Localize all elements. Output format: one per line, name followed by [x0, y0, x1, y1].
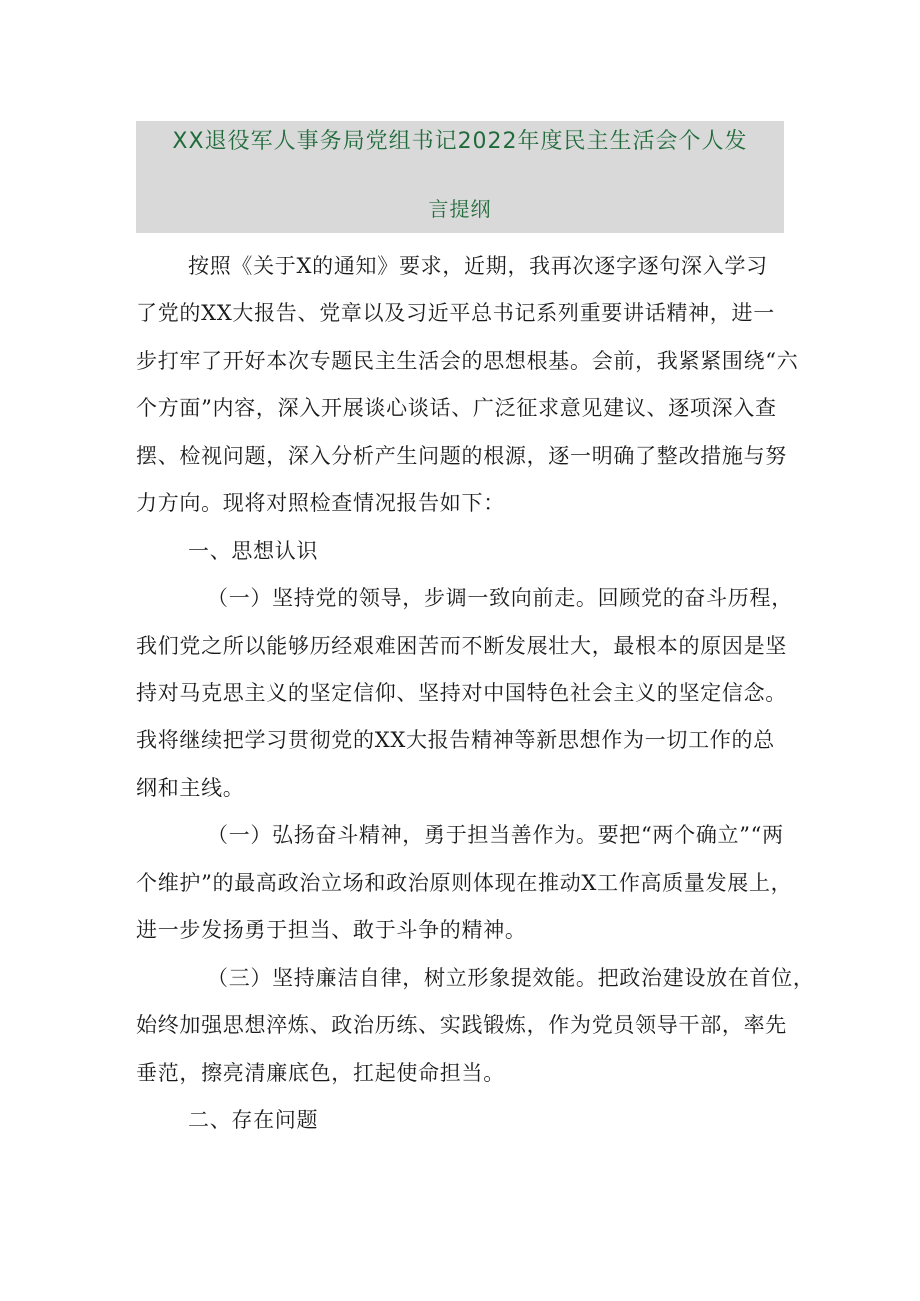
body-line: 进一步发扬勇于担当、敢于斗争的精神。	[136, 918, 527, 942]
section-heading: 二、存在问题	[188, 1108, 319, 1132]
body-line: 持对马克思主义的坚定信仰、坚持对中国特色社会主义的坚定信念。	[136, 681, 787, 705]
body-line: 个维护”的最高政治立场和政治原则体现在推动X工作高质量发展上，	[136, 871, 793, 895]
body-line: 个方面”内容，深入开展谈心谈话、广泛征求意见建议、逐项深入查	[136, 396, 777, 420]
body-line: 我们党之所以能够历经艰难困苦而不断发展壮大，最根本的原因是坚	[136, 634, 787, 658]
body-line: 了党的XX大报告、党章以及习近平总书记系列重要讲话精神，进一	[136, 301, 775, 325]
body-line: 始终加强思想淬炼、政治历练、实践锻炼，作为党员领导干部，率先	[136, 1013, 787, 1037]
body-line: （一）坚持党的领导，步调一致向前走。回顾党的奋斗历程，	[207, 586, 793, 610]
section-heading: 一、思想认识	[188, 539, 319, 563]
body-line: 摆、检视问题，深入分析产生问题的根源，逐一明确了整改措施与努	[136, 444, 787, 468]
body-line: 垂范，擦亮清廉底色，扛起使命担当。	[136, 1061, 505, 1085]
document-title-line-1: XX退役军人事务局党组书记2022年度民主生活会个人发	[172, 129, 748, 154]
body-line: 步打牢了开好本次专题民主生活会的思想根基。会前，我紧紧围绕“六	[136, 349, 799, 373]
body-line: 纲和主线。	[136, 776, 245, 800]
body-line: （三）坚持廉洁自律，树立形象提效能。把政治建设放在首位，	[207, 966, 815, 990]
body-line: 我将继续把学习贯彻党的XX大报告精神等新思想作为一切工作的总	[136, 728, 775, 752]
document-title-line-2: 言提纲	[428, 197, 492, 221]
body-line: （一）弘扬奋斗精神，勇于担当善作为。要把“两个确立”“两	[207, 823, 784, 847]
body-line: 按照《关于X的通知》要求，近期，我再次逐字逐句深入学习	[188, 254, 768, 278]
body-line: 力方向。现将对照检查情况报告如下：	[136, 491, 505, 515]
